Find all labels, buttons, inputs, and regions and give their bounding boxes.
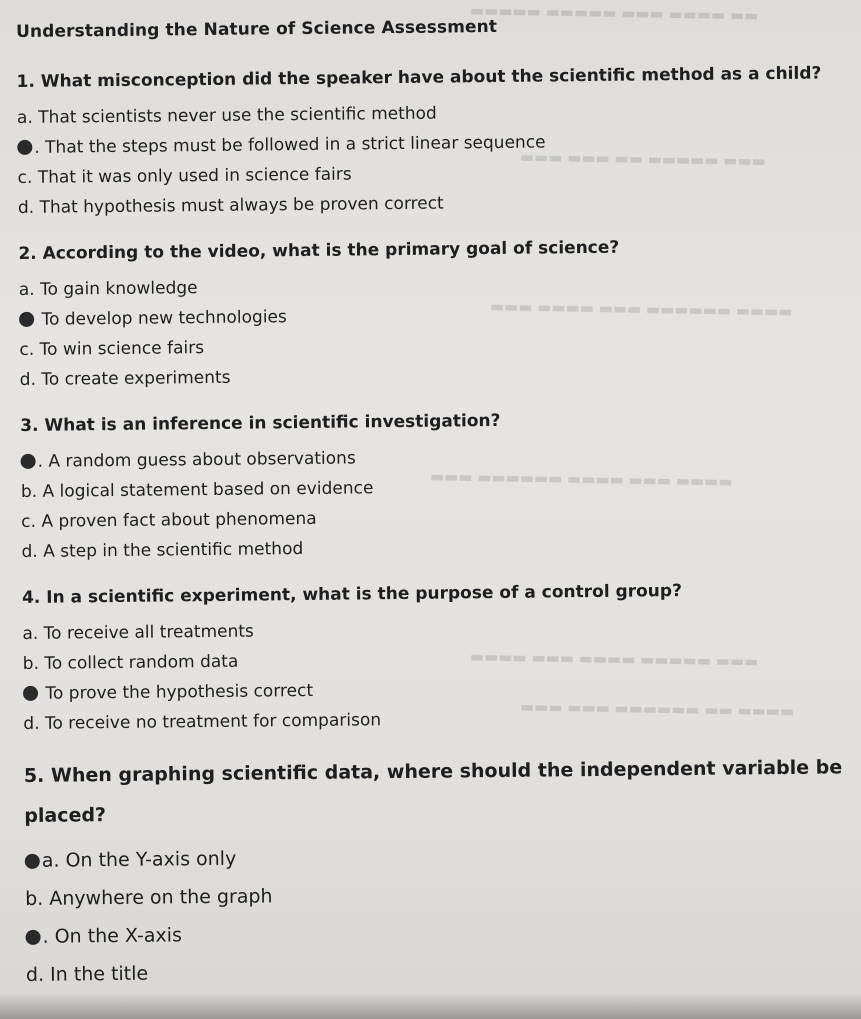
bleed-through-text: ▬▬▬ ▬▬▬▬▬ ▬▬▬▬ ▬▬▬ ▬▬▬▬ [469, 647, 759, 671]
page-edge-shadow [0, 993, 861, 1019]
circled-answer-mark [26, 930, 41, 945]
bleed-through-text: ▬▬▬▬ ▬▬▬▬▬▬ ▬▬▬ ▬▬▬▬ ▬▬▬ [489, 297, 793, 321]
question-text: 2. According to the video, what is the primary goal of science? [18, 237, 620, 264]
bleed-through-text: ▬▬ ▬▬▬▬ ▬▬▬ ▬▬▬▬▬ ▬▬▬▬▬ [469, 1, 759, 25]
question-4 [22, 575, 844, 740]
question-2 [18, 231, 840, 396]
bleed-through-text: ▬▬▬▬ ▬▬ ▬▬▬▬▬▬ ▬▬▬ ▬▬▬ [519, 697, 795, 721]
answer-option: a. To receive all treatments [22, 621, 254, 644]
answer-option-circled: a. On the Y-axis only [25, 835, 845, 882]
answer-option: d. In the title [25, 962, 149, 986]
answer-option-circled: . A random guess about observations [20, 439, 840, 478]
question-text: 5. When graphing scientific data, where should the independent variable be placed? [23, 756, 843, 827]
answer-option-circled: . That the steps must be followed in a strict linear sequence [17, 125, 837, 164]
answer-option: b. Anywhere on the graph [25, 885, 273, 910]
circled-answer-mark [23, 686, 38, 701]
answer-option: c. That it was only used in science fairs [17, 164, 352, 188]
answer-option-circled: To develop new technologies [19, 297, 839, 336]
question-text: 1. What misconception did the speaker have about the scientific method as a child? [16, 63, 822, 92]
answer-option: b. A logical statement based on evidence [20, 478, 374, 502]
answer-option-circled: To prove the hypothesis correct [23, 671, 843, 710]
bleed-through-text: ▬▬▬ ▬▬▬▬▬ ▬▬ ▬▬▬ ▬▬▬ [519, 147, 766, 171]
question-text: 4. In a scientific experiment, what is the purpose of a control group? [21, 581, 682, 608]
answer-option: d. A step in the scientific method [21, 539, 304, 562]
answer-option: d. That hypothesis must always be proven correct [17, 193, 444, 218]
question-5 [24, 747, 846, 996]
answer-option: d. To create experiments [19, 367, 231, 390]
answer-option: d. To receive no treatment for comparison [23, 710, 382, 734]
answer-option-circled: . On the X-axis [25, 911, 845, 958]
question-text: 3. What is an inference in scientific investigation? [20, 410, 501, 436]
worksheet-content [16, 13, 846, 1012]
circled-answer-mark [25, 854, 40, 869]
bleed-through-text: ▬▬▬▬ ▬▬▬ ▬▬▬▬ ▬▬▬▬▬▬ ▬▬▬ [429, 467, 733, 491]
circled-answer-mark [21, 454, 36, 469]
answer-option: c. To win science fairs [19, 338, 205, 360]
answer-option: c. A proven fact about phenomena [21, 508, 317, 532]
circled-answer-mark [19, 312, 34, 327]
answer-option: b. To collect random data [22, 651, 239, 674]
question-3 [20, 403, 842, 568]
worksheet-title: Understanding the Nature of Science Assessment [16, 16, 498, 42]
circled-answer-mark [17, 140, 32, 155]
question-1 [16, 59, 838, 224]
answer-option: a. That scientists never use the scientific method [16, 103, 437, 128]
answer-option: a. To gain knowledge [18, 278, 198, 300]
